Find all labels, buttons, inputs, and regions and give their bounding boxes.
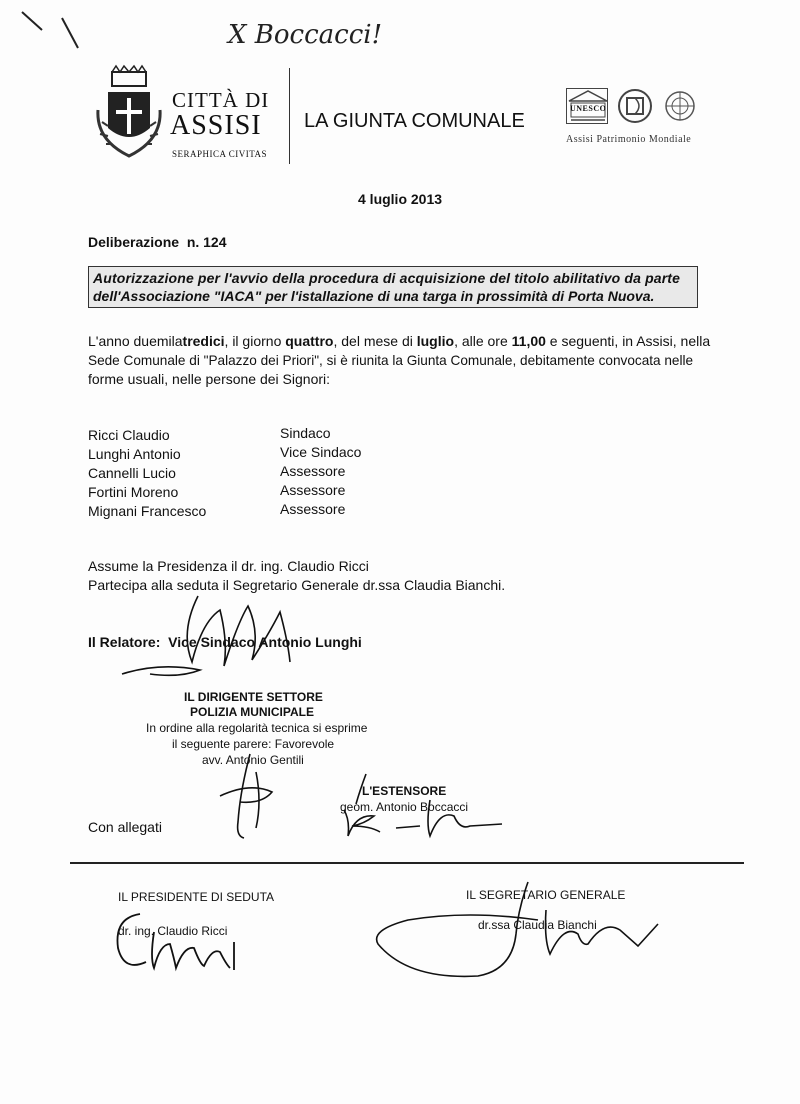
- separator-line: [70, 862, 744, 864]
- intro-year: tredici: [182, 333, 225, 349]
- relatore-label: Il Relatore:: [88, 634, 161, 650]
- member-name: Ricci Claudio: [88, 427, 170, 443]
- member-row: [88, 481, 488, 500]
- estensore-label: L'ESTENSORE: [362, 784, 447, 798]
- member-name: Cannelli Lucio: [88, 465, 176, 481]
- header-divider: [289, 68, 290, 164]
- member-row: [88, 443, 488, 462]
- heritage-caption: Assisi Patrimonio Mondiale: [566, 134, 692, 145]
- deliberation-num: n. 124: [186, 234, 227, 250]
- deliberation-number: [88, 234, 227, 250]
- estensore-signature: [330, 770, 510, 840]
- dirigente-title: IL DIRIGENTE SETTORE: [184, 690, 323, 704]
- intro-text-g: , alle ore: [454, 333, 512, 349]
- member-name: Fortini Moreno: [88, 484, 179, 500]
- dirigente-note-2: il seguente parere: Favorevole: [172, 737, 335, 751]
- members-list: [88, 424, 488, 519]
- secretary-name: dr.ssa Claudia Bianchi: [478, 918, 597, 932]
- relatore-signature: [120, 592, 320, 682]
- corner-mark: [0, 0, 80, 60]
- subject-line-1: Autorizzazione per l'avvio della procedura di acquisizione del titolo abilitativo da parte: [93, 270, 681, 286]
- intro-line-1: [88, 332, 711, 351]
- presidency-line-1: Assume la Presidenza il dr. ing. Claudio Ricci: [88, 558, 369, 574]
- city-name-line1: CITTÀ DI: [172, 88, 270, 112]
- city-motto: SERAPHICA CIVITAS: [172, 149, 268, 159]
- intro-text-e: , del mese di: [333, 333, 417, 349]
- secretary-signature: [368, 880, 668, 990]
- relatore-name: Vice Sindaco Antonio Lunghi: [168, 634, 362, 650]
- presidency-line-2: Partecipa alla seduta il Segretario Generale dr.ssa Claudia Bianchi.: [88, 577, 506, 593]
- member-name: Lunghi Antonio: [88, 446, 181, 462]
- world-heritage-emblem: [617, 88, 653, 124]
- intro-month: luglio: [416, 333, 455, 349]
- subject-line-2: dell'Associazione "IACA" per l'istallazione di una targa in prossimità di Porta Nuova.: [93, 288, 655, 304]
- president-title: IL PRESIDENTE DI SEDUTA: [118, 890, 275, 904]
- intro-line-3: forme usuali, nelle persone dei Signori:: [88, 371, 331, 387]
- member-row: [88, 424, 488, 443]
- member-role: Assessore: [280, 463, 346, 479]
- dirigente-name: avv. Antonio Gentili: [202, 753, 304, 767]
- estensore-name: geom. Antonio Boccacci: [340, 800, 469, 814]
- unesco-logo: [566, 88, 608, 124]
- deliberation-label: Deliberazione: [88, 234, 180, 250]
- member-role: Assessore: [280, 482, 346, 498]
- intro-text-c: , il giorno: [224, 333, 286, 349]
- handwritten-note: X Boccacci!: [228, 20, 383, 50]
- council-title: LA GIUNTA COMUNALE: [304, 110, 525, 132]
- assisi-crest-logo: [94, 70, 164, 162]
- un-emblem: [662, 88, 698, 124]
- member-row: [88, 500, 488, 519]
- member-role: Sindaco: [280, 425, 331, 441]
- unesco-text: UNESCO: [570, 104, 607, 113]
- city-name-line2: ASSISI: [170, 110, 262, 141]
- president-signature: [110, 908, 260, 978]
- member-role: Assessore: [280, 501, 346, 517]
- intro-hour: 11,00: [511, 333, 546, 349]
- document-date: 4 luglio 2013: [358, 191, 443, 207]
- member-name: Mignani Francesco: [88, 503, 207, 519]
- subject-box: [88, 266, 698, 308]
- member-role: Vice Sindaco: [280, 444, 362, 460]
- intro-day: quattro: [285, 333, 334, 349]
- president-name: dr. ing. Claudio Ricci: [118, 924, 228, 938]
- intro-line-2: Sede Comunale di "Palazzo dei Priori", si è riunita la Giunta Comunale, debitamente convocata nelle: [88, 353, 694, 368]
- member-row: [88, 462, 488, 481]
- dirigente-note-1: In ordine alla regolarità tecnica si esprime: [146, 721, 368, 735]
- intro-text-a: L'anno duemila: [88, 333, 183, 349]
- dirigente-sector: POLIZIA MUNICIPALE: [190, 705, 314, 719]
- allegati: Con allegati: [88, 819, 162, 835]
- intro-text-i: e seguenti, in Assisi, nella: [545, 333, 711, 349]
- secretary-title: IL SEGRETARIO GENERALE: [466, 888, 626, 902]
- dirigente-signature: [210, 752, 290, 842]
